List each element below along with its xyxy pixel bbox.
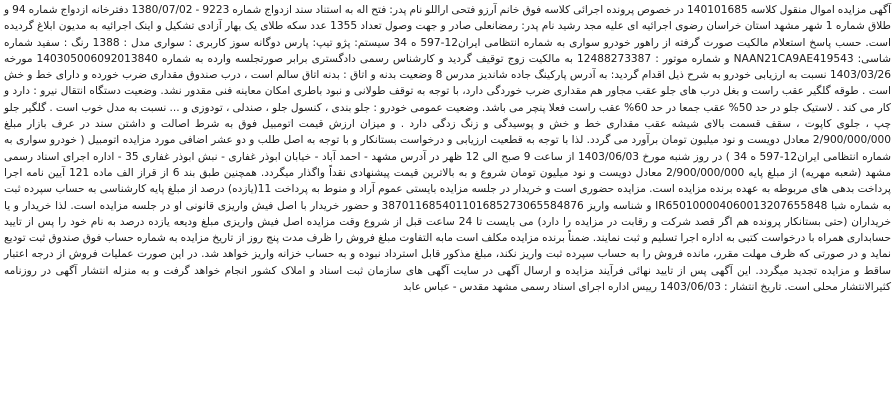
auction-notice-text: آگهی مزایده اموال منقول کلاسه 140101685 در خصوص پرونده اجرائی کلاسه فوق خانم آرزو فتحی اراللو نام پدر: فتح اله به استناد سند ازدواج شماره 9223 - 1380/07/02 دفترخانه ازدواج شماره 94 و طلاق شماره 1 شهر مشهد استان خراسان رضوی اجرائیه ای علیه مجد رشید نام پدر: رمضانعلی صادر و جهت وصول تعداد 1355 عدد سکه طلای یک بهار آزادی تشکیل و اینک اجرائیه به مدیون ابلاغ گردیده است. حسب پاسخ استعلام مالکیت صورت گرفته از راهور خودرو سواری به شماره انتظامی ایران12-597 ه 34 سیستم: پژو تیپ: پارس دوگانه سوز کاربری : سواری مدل : 1388 رنگ : سفید شماره شاسی: NAAN21CA9AE419543 و شماره موتور : 12488273387 به مالکیت زوج توقیف گردید و کارشناس رسمی دادگستری برابر صورتجلسه وارده به شماره 140305006092013840 مورخه 1403/03/26 نسبت به ارزیابی خودرو به شرح ذیل اقدام گردید: به آدرس پارکینگ جاده شاندیز مدرس 8 وضعیت بدنه و اتاق : بدنه اتاق سالم است ، درب صندوق مقداری ضرب خورده و دارای خط و خش است . طوقه گلگیر عقب راست و بغل درب های جلو عقب مجاور هم مقداری ضرب خوردگی دارد، با توجه به توقف طولانی و نبود باطری امکان معاینه فنی مقدور نشد. وضعیت دستگاه انتقال نیرو : دارد و کار می کند . لاستیک جلو در حد 50% عقب جمعا در حد 60% عقب راست فعلا پنچر می باشد. وضعیت عمومی خودرو : جلو بندی ، کنسول جلو ، صندلی ، تودوزی و ... نسبت به مدل خوب است . گلگیر جلو چپ ، جلوی کاپوت ، سقف قسمت بالای شیشه عقب مقداری خط و خش و پوسیدگی و زنگ زدگی دارد . و میزان ارزش قیمت اتومبیل فوق به شرط اصالت و داشتن سند در عرف بازار مبلغ 2/900/000/000 معادل دویست و نود میلیون تومان برآورد می گردد. لذا با توجه به قطعیت ارزیابی و درخواست بستانکار و با توجه به اصل طلب و دو عشر اضافی مورد مزایده اتومبیل ( خودرو سواری به شماره انتظامی ایران12-597 ه 34 ) در روز شنبه مورخ 1403/06/03 از ساعت 9 صبح الی 12 ظهر در آدرس مشهد - احمد آباد - خیابان ابوذر غفاری - نبش ابوذر غفاری 35 - اداره اجرای اسناد رسمی مشهد (شعبه مهریه) از مبلغ پایه 2/900/000/000 معادل دویست و نود میلیون تومان شروع و به بالاترین قیمت پیشنهادی نقداً واگذار میگردد. همچنین طبق بند 6 از قراز الف ماده 121 آیین نامه اجرا پرداخت بدهی های مربوطه به عهده برنده مزایده است. مزایده حضوری است و خریدار در جلسه مزایده بایستی عموم آراد و منوط به پرداخت 11(یازده) درصد از مبلغ پایه کارشناسی به حساب سپرده ثبت به شماره شبا IR650100004060013207655848 و شناسه واریز 387011685401101685273065584876 و حضور خریدار با اصل فیش واریزی قانونی او در جلسه مزایده است. لذا خریدار و یا خریداران (حتی بستانکار پرونده هم اگر قصد شرکت و رقابت در مزایده را دارد) می بایست تا 24 ساعت قبل از شروع وقت مزایده اصل فیش واریزی مبلغ ودیعه یازده درصد به نام خود را پس از تایید حسابداری همراه با درخواست کتبی به اداره اجرا تسلیم و ثبت نمایند. ضمناً برنده مزایده مکلف است مابه التفاوت مبلغ فروش را ظرف مدت پنج روز از تاریخ مزایده به شماره حساب فوق صندوق ثبت تودیع نماید و در صورتی که ظرف مهلت مقرر، مانده فروش را به حساب سپرده ثبت واریز نکند، مبلغ مذکور قابل استرداد نبوده و به حساب خزانه واریز خواهد شد. در این صورت عملیات فروش از درجه اعتبار ساقط و مزایده تجدید میگردد. این آگهی پس از تایید نهائی فرآیند مزایده و ارسال آگهی در سایت آگهی های سازمان ثبت اسناد و املاک کشور انجام خواهد گرفت و به منزله انتشار آگهی در روزنامه کثیرالانتشار محلی است. تاریخ انتشار : 1403/06/03 رییس اداره اجرای اسناد رسمی مشهد مقدس - عباس عابد (4, 4, 891, 294)
